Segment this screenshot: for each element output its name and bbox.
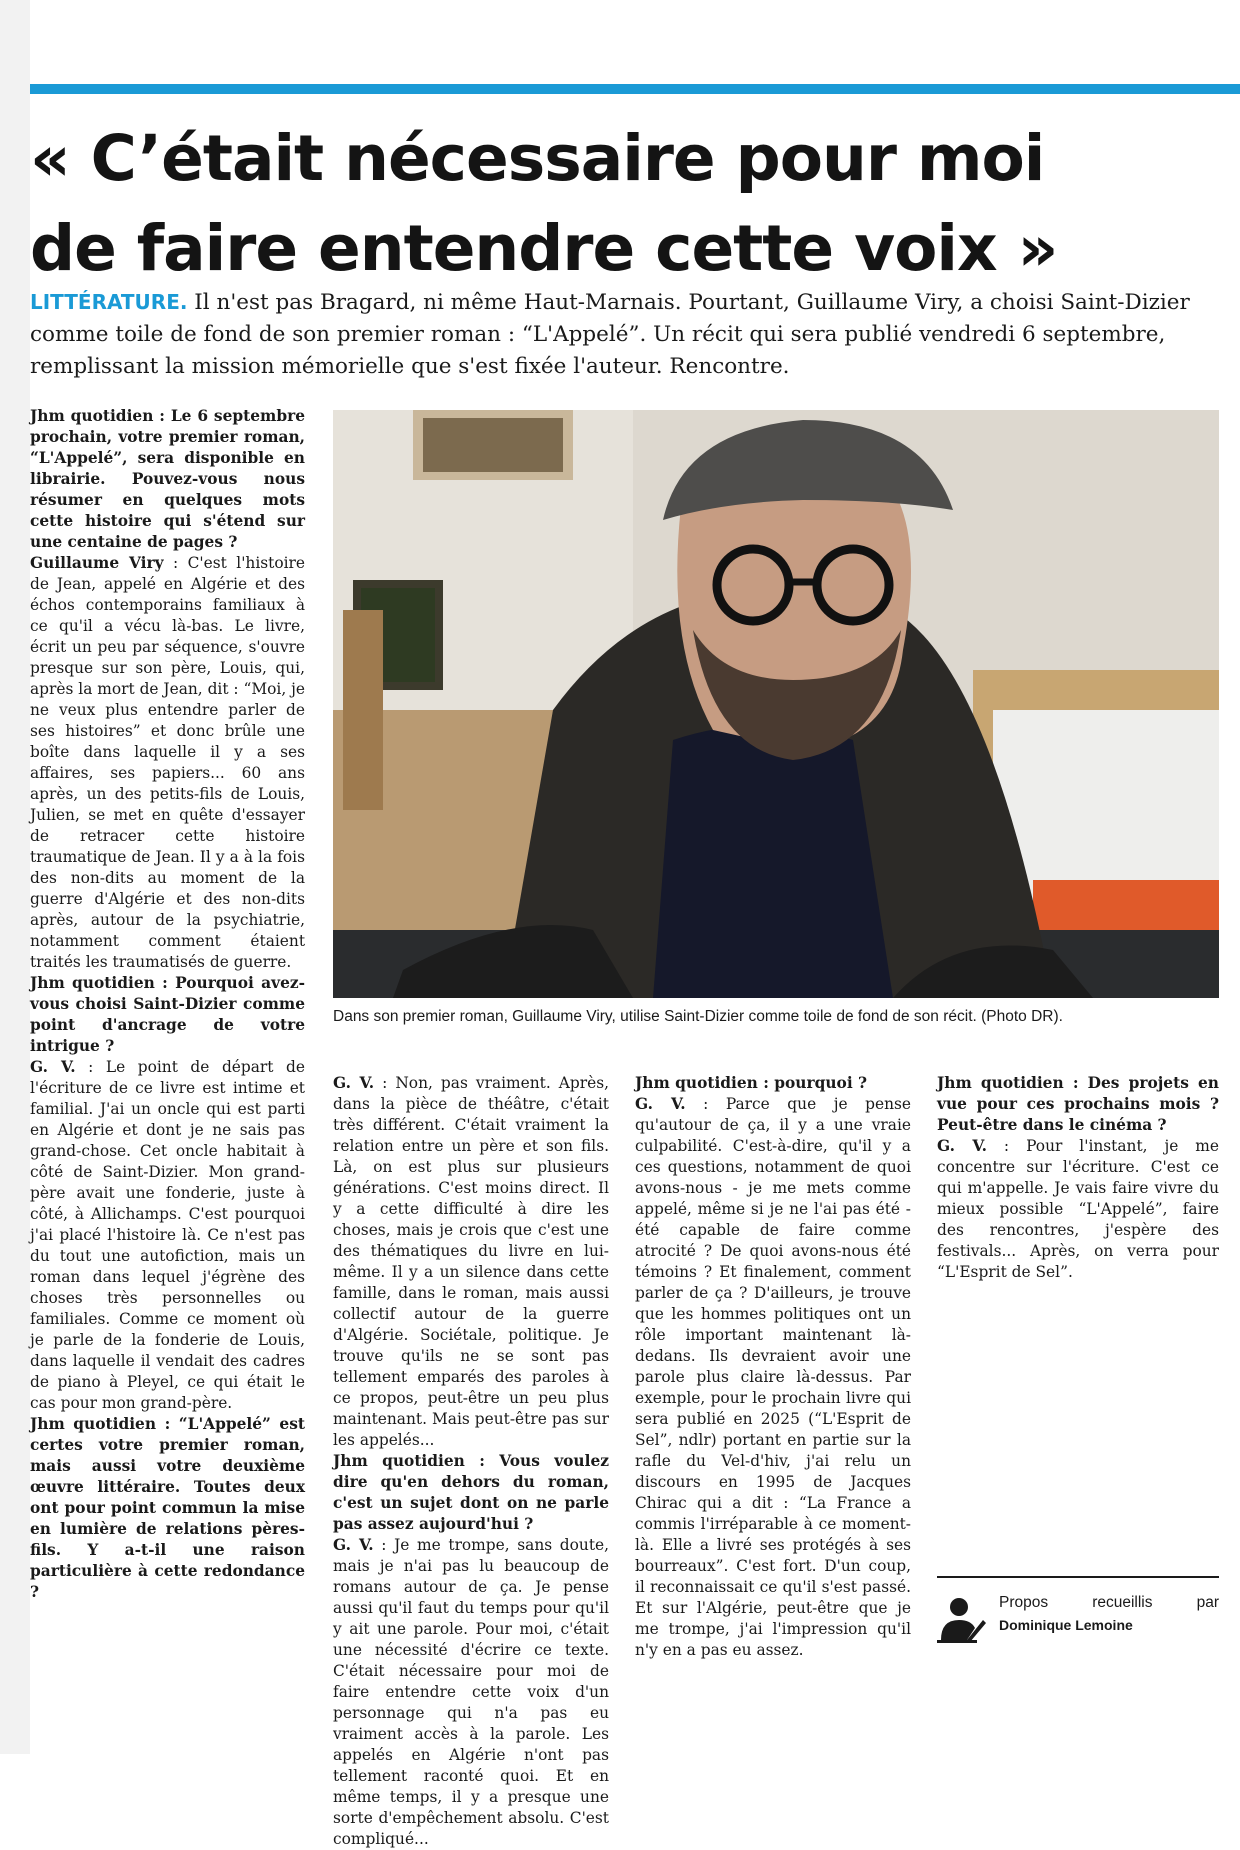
answer-text: : Non, pas vraiment. Après, dans la pièce de théâtre, c'était très différent. C'était vraiment la relation entre un père et son fils. Là, on est plus sur plusieurs générations. C'est moins direct. Il y a cette difficulté à dire les choses, mais je crois que c'est une des thématiques du livre en lui-même. Il y a un silence dans cette famille, dans le roman, mais aussi collectif autour de la guerre d'Algérie. Sociétale, politique. Je trouve qu'ils ne se sont pas tellement emparés des paroles à ce propos, peut-être un peu plus maintenant. Mais peut-être pas sur les appelés... [333,1074,609,1449]
standfirst [30,286,1220,383]
author-name: Dominique Lemoine [999,1617,1133,1633]
answer-speaker: G. V. [333,1074,375,1092]
rubric-label: LITTÉRATURE. [30,290,188,314]
photo-caption: Dans son premier roman, Guillaume Viry, utilise Saint-Dizier comme toile de fond de son récit. (Photo DR). [333,1008,1063,1025]
standfirst-text: Il n'est pas Bragard, ni même Haut-Marnais. Pourtant, Guillaume Viry, a choisi Saint-Dizier comme toile de fond de son premier roman : “L'Appelé”. Un récit qui sera publié vendredi 6 septembre, remplissant la mission mémorielle que s'est fixée l'auteur. Rencontre. [30,290,1190,379]
answer-1 [30,553,305,973]
byline-label-word: par [1196,1594,1219,1611]
answer-text: : Je me trompe, sans doute, mais je n'ai pas lu beaucoup de romans autour de ça. Je pense aussi qu'il faut du temps pour qu'il y ait une parole. Pour moi, c'était une nécessité d'écrire ce texte. C'était nécessaire pour moi de faire entendre cette voix d'un personnage qui n'a pas eu vraiment accès à la parole. Les appelés en Algérie n'ont pas tellement raconté quoi. Et en même temps, il y a presque une sorte d'empêchement absolu. C'est compliqué... [333,1536,610,1848]
column-2 [333,1073,610,1848]
answer-speaker: G. V. [30,1058,76,1076]
answer-text: : Pour l'instant, je me concentre sur l'écriture. C'est ce qui m'appelle. Je vais faire vivre du mieux possible “L'Appelé”, faire des rencontres, j'espère des festivals... Après, on verra pour “L'Esprit de Sel”. [937,1137,1220,1281]
byline [937,1592,1219,1652]
headline-line-2: de faire entendre cette voix » [30,212,1058,285]
answer-speaker: G. V. [333,1536,374,1554]
column-3 [635,1073,911,1663]
answer-text: : Parce que je pense qu'autour de ça, il y a une vraie culpabilité. C'est-à-dire, qu'il y a ces questions, notamment de quoi avons-nous - je me mets comme appelé, même si je ne l'ai pas été - été capable de faire comme atrocité ? De quoi avons-nous été témoins ? Et finalement, comment parler de ça ? D'ailleurs, je trouve que les hommes politiques ont un rôle important maintenant là-dedans. Ils devraient avoir une parole plus claire là-dessus. Par exemple, pour le prochain livre qui sera publié en 2025 (“L'Esprit de Sel”, ndlr) portant en partie sur la rafle du Vel-d'hiv, j'ai relu un discours en 1995 de Jacques Chirac qui a dit : “La France a commis l'irréparable à ce moment-là. Elle a livré ses protégés à ses bourreaux”. C'est fort. D'un coup, il reconnaissait ce qu'il s'est passé. Et sur l'Algérie, peut-être que je me trompe, j'ai l'impression qu'il n'y en a pas eu assez. [635,1095,912,1659]
question-1: Jhm quotidien : Le 6 septembre prochain, votre premier roman, “L'Appelé”, sera disponible en librairie. Pouvez-vous nous résumer en quelques mots cette histoire qui s'étend sur une centaine de pages ? [30,407,305,551]
answer-6 [937,1136,1219,1283]
answer-2 [30,1057,305,1414]
answer-text: : C'est l'histoire de Jean, appelé en Algérie et des échos contemporains familiaux à ce qu'il a vécu là-bas. Le livre, écrit un peu par séquence, s'ouvre presque sur son père, Louis, qui, après la mort de Jean, dit : “Moi, je ne veux plus entendre parler de ses histoires” et donc brûle une boîte dans laquelle il y a ses affaires, ses papiers... 60 ans après, un des petits-fils de Louis, Julien, se met en quête d'essayer de retracer cette histoire traumatique de Jean. Il y a à la fois des non-dits au moment de la guerre d'Algérie et des non-dits après, autour de la psychiatrie, notamment comment étaient traités les traumatisés de guerre. [30,554,305,971]
question-5: Jhm quotidien : pourquoi ? [635,1074,868,1092]
headline [30,114,1220,294]
question-2: Jhm quotidien : Pourquoi avez-vous choisi Saint-Dizier comme point d'ancrage de votre intrigue ? [30,974,305,1055]
byline-label-word: Propos [999,1594,1049,1611]
top-accent-bar [30,84,1240,94]
byline-text [999,1592,1219,1636]
question-4: Jhm quotidien : Vous voulez dire qu'en dehors du roman, c'est un sujet dont on ne parle pas assez aujourd'hui ? [333,1452,609,1533]
headline-line-1: « C’était nécessaire pour moi [30,122,1045,195]
answer-speaker: G. V. [937,1137,987,1155]
answer-text: : Le point de départ de l'écriture de ce livre est intime et familial. J'ai un oncle qui est parti en Algérie et dont je ne sais pas grand-chose. Cet oncle habitait à côté de Saint-Dizier. Mon grand-père avait une fonderie, juste à côté, à Allichamps. C'est pourquoi j'ai placé l'histoire là. Ce n'est pas du tout une autofiction, mais un roman dans lequel j'égrène des choses très personnelles ou familiales. Comme ce moment où je parle de la fonderie de Louis, dans laquelle il vendait des cadres de piano à Pleyel, ce qui était le cas pour mon grand-père. [30,1058,305,1412]
column-1 [30,406,305,1666]
answer-speaker: Guillaume Viry [30,554,164,572]
answer-speaker: G. V. [635,1095,686,1113]
question-6: Jhm quotidien : Des projets en vue pour ces prochains mois ? Peut-être dans le cinéma ? [937,1074,1219,1134]
answer-4-part-1 [333,1535,609,1850]
author-photo [333,410,1219,998]
column-4 [937,1073,1219,1553]
signature-divider [937,1576,1219,1578]
answer-5 [635,1094,911,1661]
question-3: Jhm quotidien : “L'Appelé” est certes votre premier roman, mais aussi votre deuxième œuvre littéraire. Toutes deux ont pour point commun la mise en lumière de relations pères-fils. Y a-t-il une raison particulière à cette redondance ? [30,1415,305,1601]
journalist-writing-icon [937,1596,987,1644]
page-margin-shadow [0,0,30,1754]
byline-label-word: recueillis [1092,1594,1153,1611]
author-portrait-image [333,410,1219,998]
byline-label [999,1592,1219,1614]
answer-3 [333,1073,609,1451]
